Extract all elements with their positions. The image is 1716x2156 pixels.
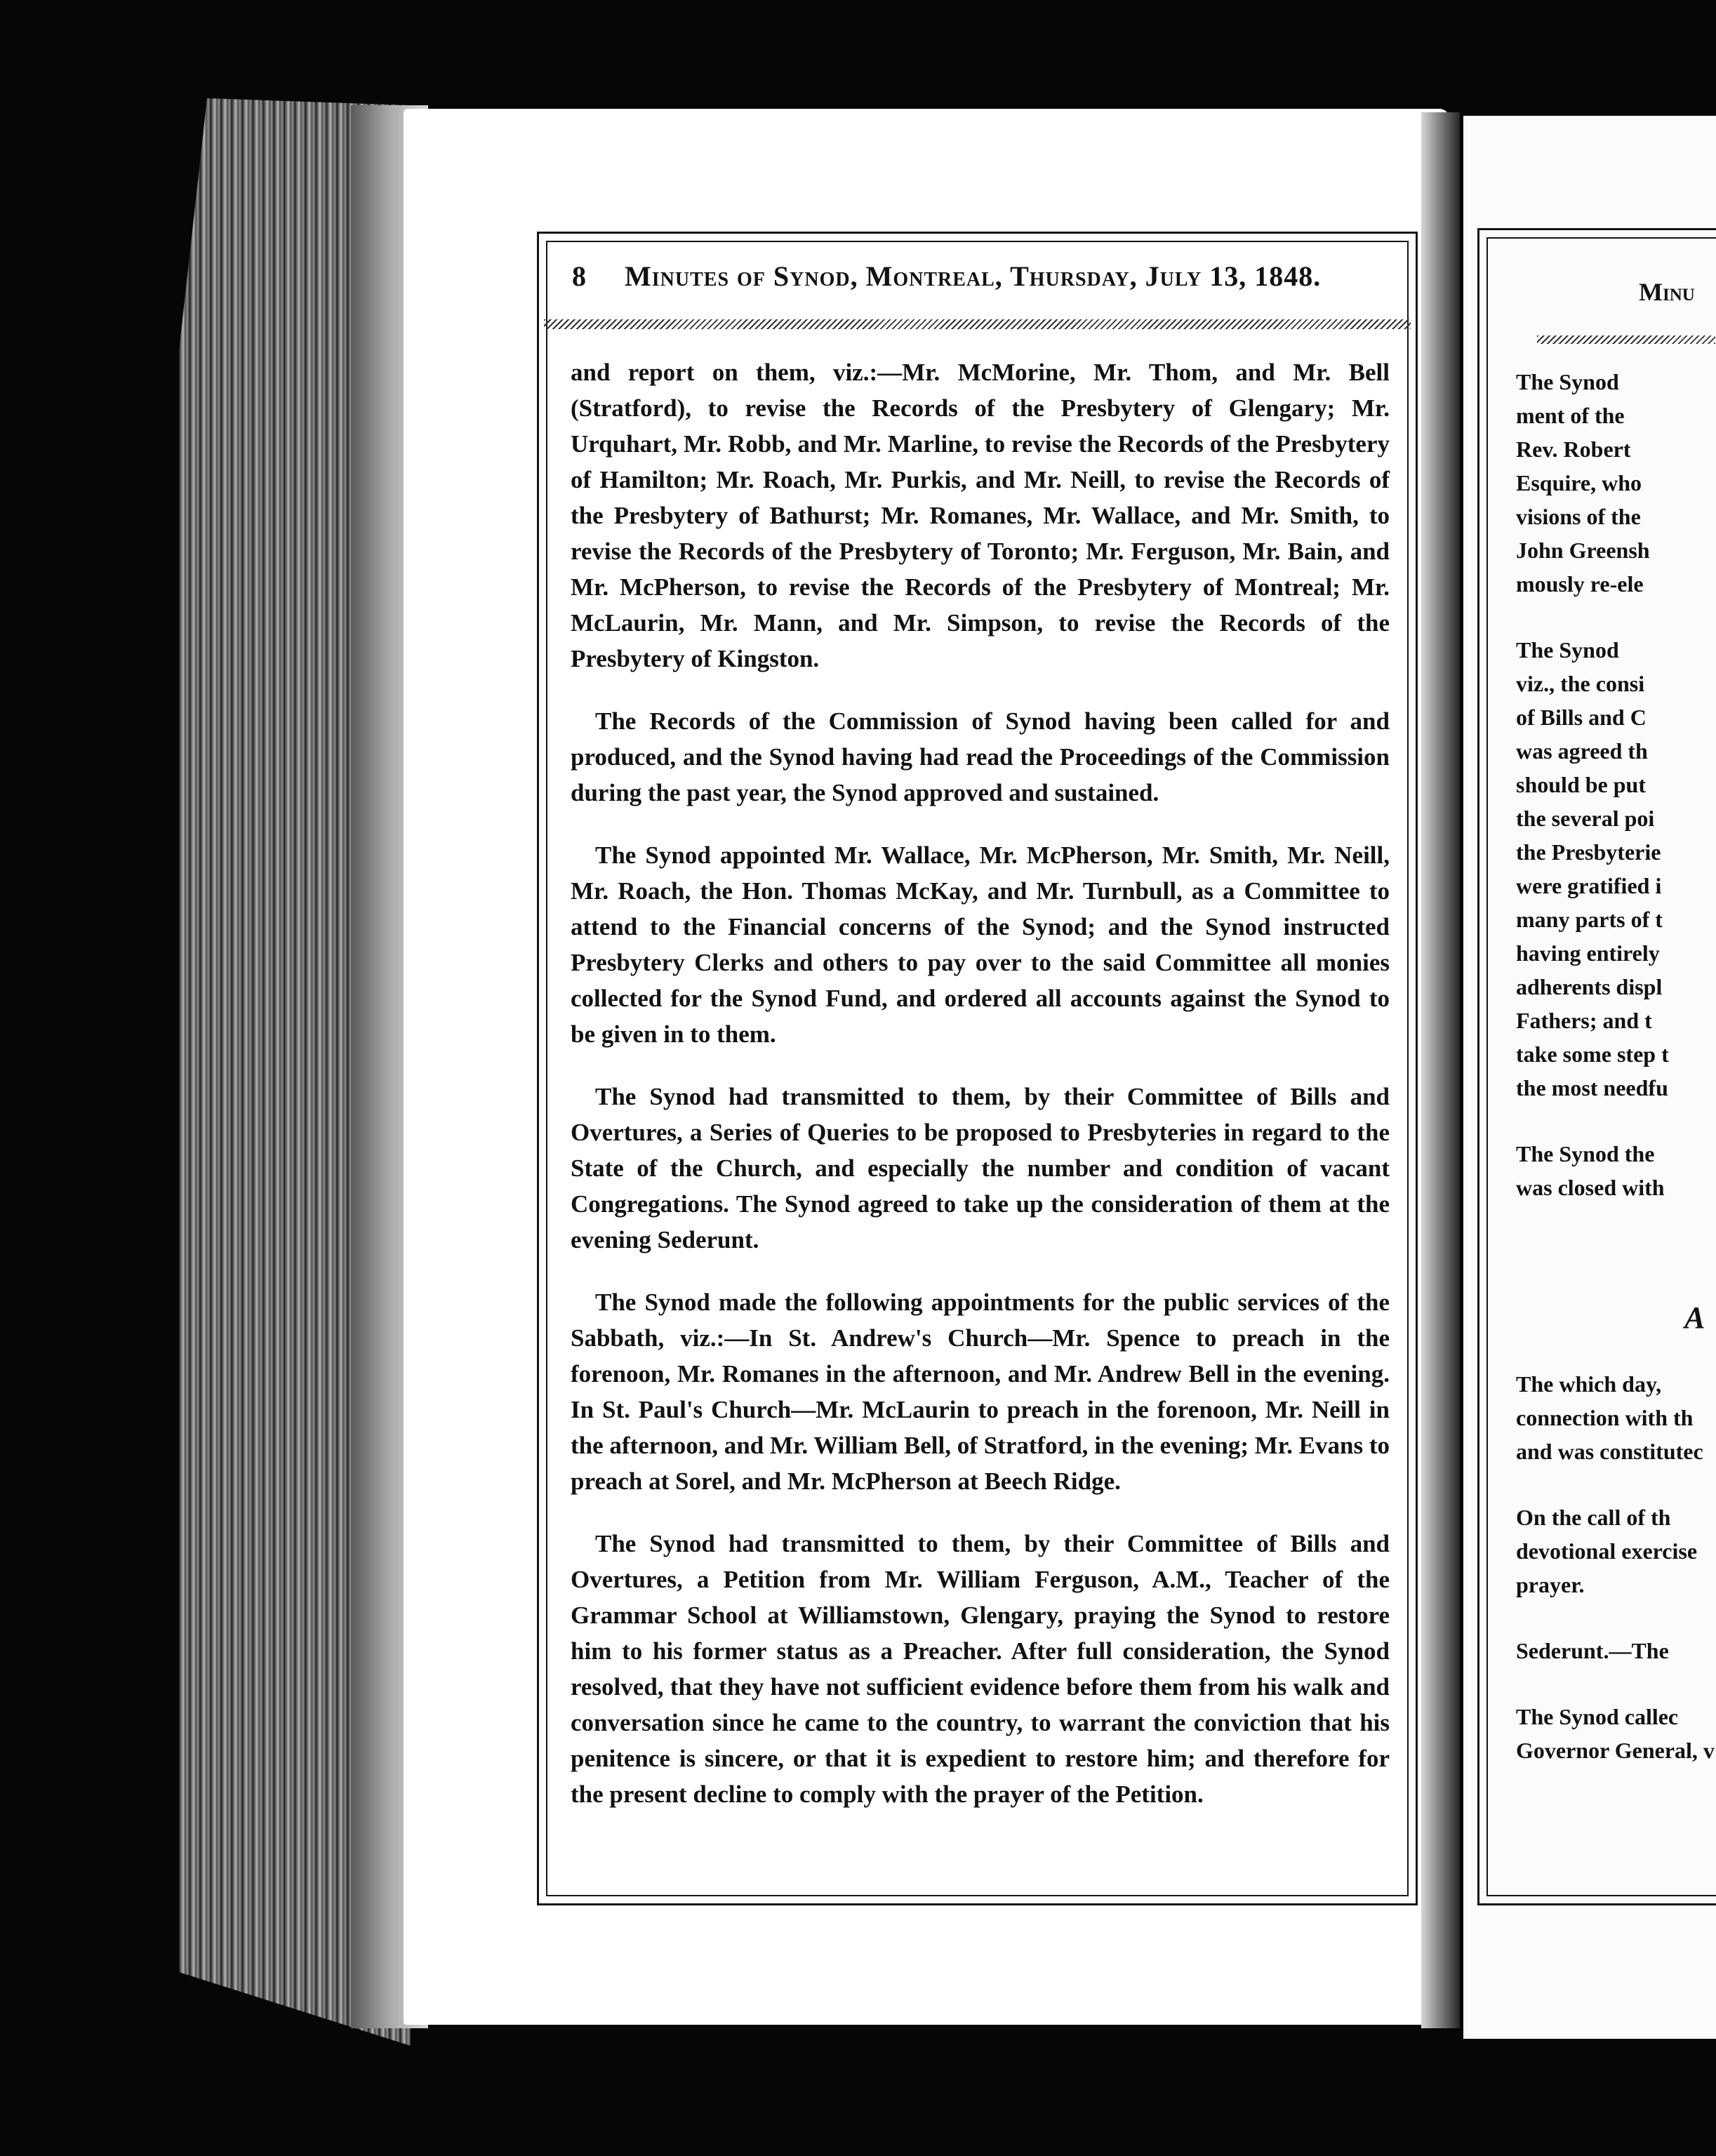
line-gap (1516, 601, 1715, 633)
text-line-fragment: were gratified i (1516, 873, 1662, 898)
right-page-text (1516, 365, 1715, 1767)
text-line-fragment: of Bills and C (1516, 705, 1647, 730)
page-header (572, 260, 1372, 302)
body-text (571, 354, 1390, 1839)
text-line-fragment: On the call of th (1516, 1505, 1671, 1530)
text-line-fragment: Rev. Robert (1516, 437, 1631, 462)
text-line-fragment: The Synod callec (1516, 1704, 1679, 1729)
paragraph: The Synod appointed Mr. Wallace, Mr. McPherson, Mr. Smith, Mr. Neill, Mr. Roach, the Hon. Thomas McKay, and Mr. Turnbull, as a Committee to attend to the Financial concerns of the Synod; and the Synod instructed Presbytery Clerks and others to pay over to the said Committee all monies collected for the Synod Fund, and ordered all accounts against the Synod to be given in to them. (571, 841, 1390, 1048)
text-line-fragment: devotional exercise (1516, 1538, 1698, 1564)
line-gap (1516, 1105, 1715, 1137)
paragraph: The Synod made the following appointments for the public services of the Sabbath, viz.:—In St. Andrew's Church—Mr. Spence to preach in the forenoon, Mr. Romanes in the afternoon, and Mr. Andrew Bell in the evening. In St. Paul's Church—Mr. McLaurin to preach in the forenoon, Mr. Neill in the afternoon, and Mr. William Bell, of Stratford, in the evening; Mr. Evans to preach at Sorel, and Mr. McPherson at Beech Ridge. (571, 1289, 1390, 1495)
page-number: 8 (572, 260, 586, 292)
text-line-fragment: having entirely (1516, 940, 1660, 966)
text-line-fragment: prayer. (1516, 1572, 1585, 1597)
text-line-fragment: and was constitutec (1516, 1439, 1703, 1464)
text-line-fragment: Fathers; and t (1516, 1008, 1652, 1033)
text-line-fragment: The which day, (1516, 1371, 1662, 1397)
line-gap (1516, 1269, 1715, 1301)
text-line-fragment: John Greensh (1516, 538, 1650, 563)
text-line-fragment: viz., the consi (1516, 671, 1645, 696)
running-title: Minutes of Synod, Montreal, Thursday, July 13, 1848. (625, 260, 1322, 292)
text-line-fragment: visions of the (1516, 504, 1641, 529)
text-line-fragment: the several poi (1516, 806, 1655, 831)
line-gap (1516, 1237, 1715, 1269)
line-gap (1516, 1204, 1715, 1237)
line-gap (1516, 1668, 1715, 1700)
text-line-fragment: connection with th (1516, 1405, 1694, 1430)
text-line-fragment: Sederunt.—The (1516, 1638, 1669, 1663)
text-line-fragment: mously re-ele (1516, 571, 1644, 597)
line-gap (1516, 1602, 1715, 1634)
text-line-fragment: adherents displ (1516, 974, 1663, 999)
text-line-fragment: many parts of t (1516, 907, 1663, 932)
paragraph: The Records of the Commission of Synod having been called for and produced, and the Synod having had read the Proceedings of the Commission during the past year, the Synod approved and sustained. (571, 707, 1390, 806)
text-line-fragment: take some step t (1516, 1042, 1669, 1067)
paragraph: and report on them, viz.:—Mr. McMorine, Mr. Thom, and Mr. Bell (Stratford), to revise the Records of the Presbytery of Glengary; Mr. Urquhart, Mr. Robb, and Mr. Marline, to revise the Records of the Presbytery of Hamilton; Mr. Roach, Mr. Purkis, and Mr. Neill, to revise the Records of the Presbytery of Bathurst; Mr. Romanes, Mr. Wallace, and Mr. Smith, to revise the Records of the Presbytery of Toronto; Mr. Ferguson, Mr. Bain, and Mr. McPherson, to revise the Records of the Presbytery of Montreal; Mr. McLaurin, Mr. Mann, and Mr. Simpson, to revise the Records of the Presbytery of Kingston. (571, 359, 1390, 672)
text-line-fragment: the most needfu (1516, 1075, 1668, 1100)
text-line-fragment: ment of the (1516, 403, 1625, 428)
paragraph: The Synod had transmitted to them, by their Committee of Bills and Overtures, a Petition from Mr. William Ferguson, A.M., Teacher of the Grammar School at Williamstown, Glengary, praying the Synod to restore him to his former status as a Preacher. After full consideration, the Synod resolved, that they have not sufficient evidence before them from his walk and conversation since he came to the country, to warrant the conviction that his penitence is sincere, or that it is expedient to restore him; and therefore for the present decline to comply with the prayer of the Petition. (571, 1530, 1390, 1808)
text-line-fragment: was closed with (1516, 1175, 1665, 1200)
book-gutter (1421, 112, 1460, 2028)
right-header-wavy-rule (1537, 335, 1715, 344)
text-line-fragment: The Synod (1516, 369, 1619, 394)
text-line-fragment: The Synod (1516, 637, 1619, 663)
paragraph: The Synod had transmitted to them, by their Committee of Bills and Overtures, a Series of Queries to be proposed to Presbyteries in regard to the State of the Church, and especially the number and condition of vacant Congregations. The Synod agreed to take up the consideration of them at the evening Sederunt. (571, 1083, 1390, 1253)
right-running-title: Minu (1639, 278, 1695, 306)
text-line-fragment: The Synod the (1516, 1141, 1655, 1166)
line-gap (1516, 1335, 1715, 1367)
text-line-fragment: Governor General, v (1516, 1738, 1715, 1763)
text-line-fragment: was agreed th (1516, 738, 1648, 764)
text-line-fragment: the Presbyterie (1516, 839, 1661, 865)
text-line-fragment: Esquire, who (1516, 470, 1642, 495)
text-line-fragment: A (1684, 1300, 1705, 1335)
header-wavy-rule (544, 319, 1411, 329)
text-line-fragment: should be put (1516, 772, 1646, 797)
line-gap (1516, 1468, 1715, 1500)
